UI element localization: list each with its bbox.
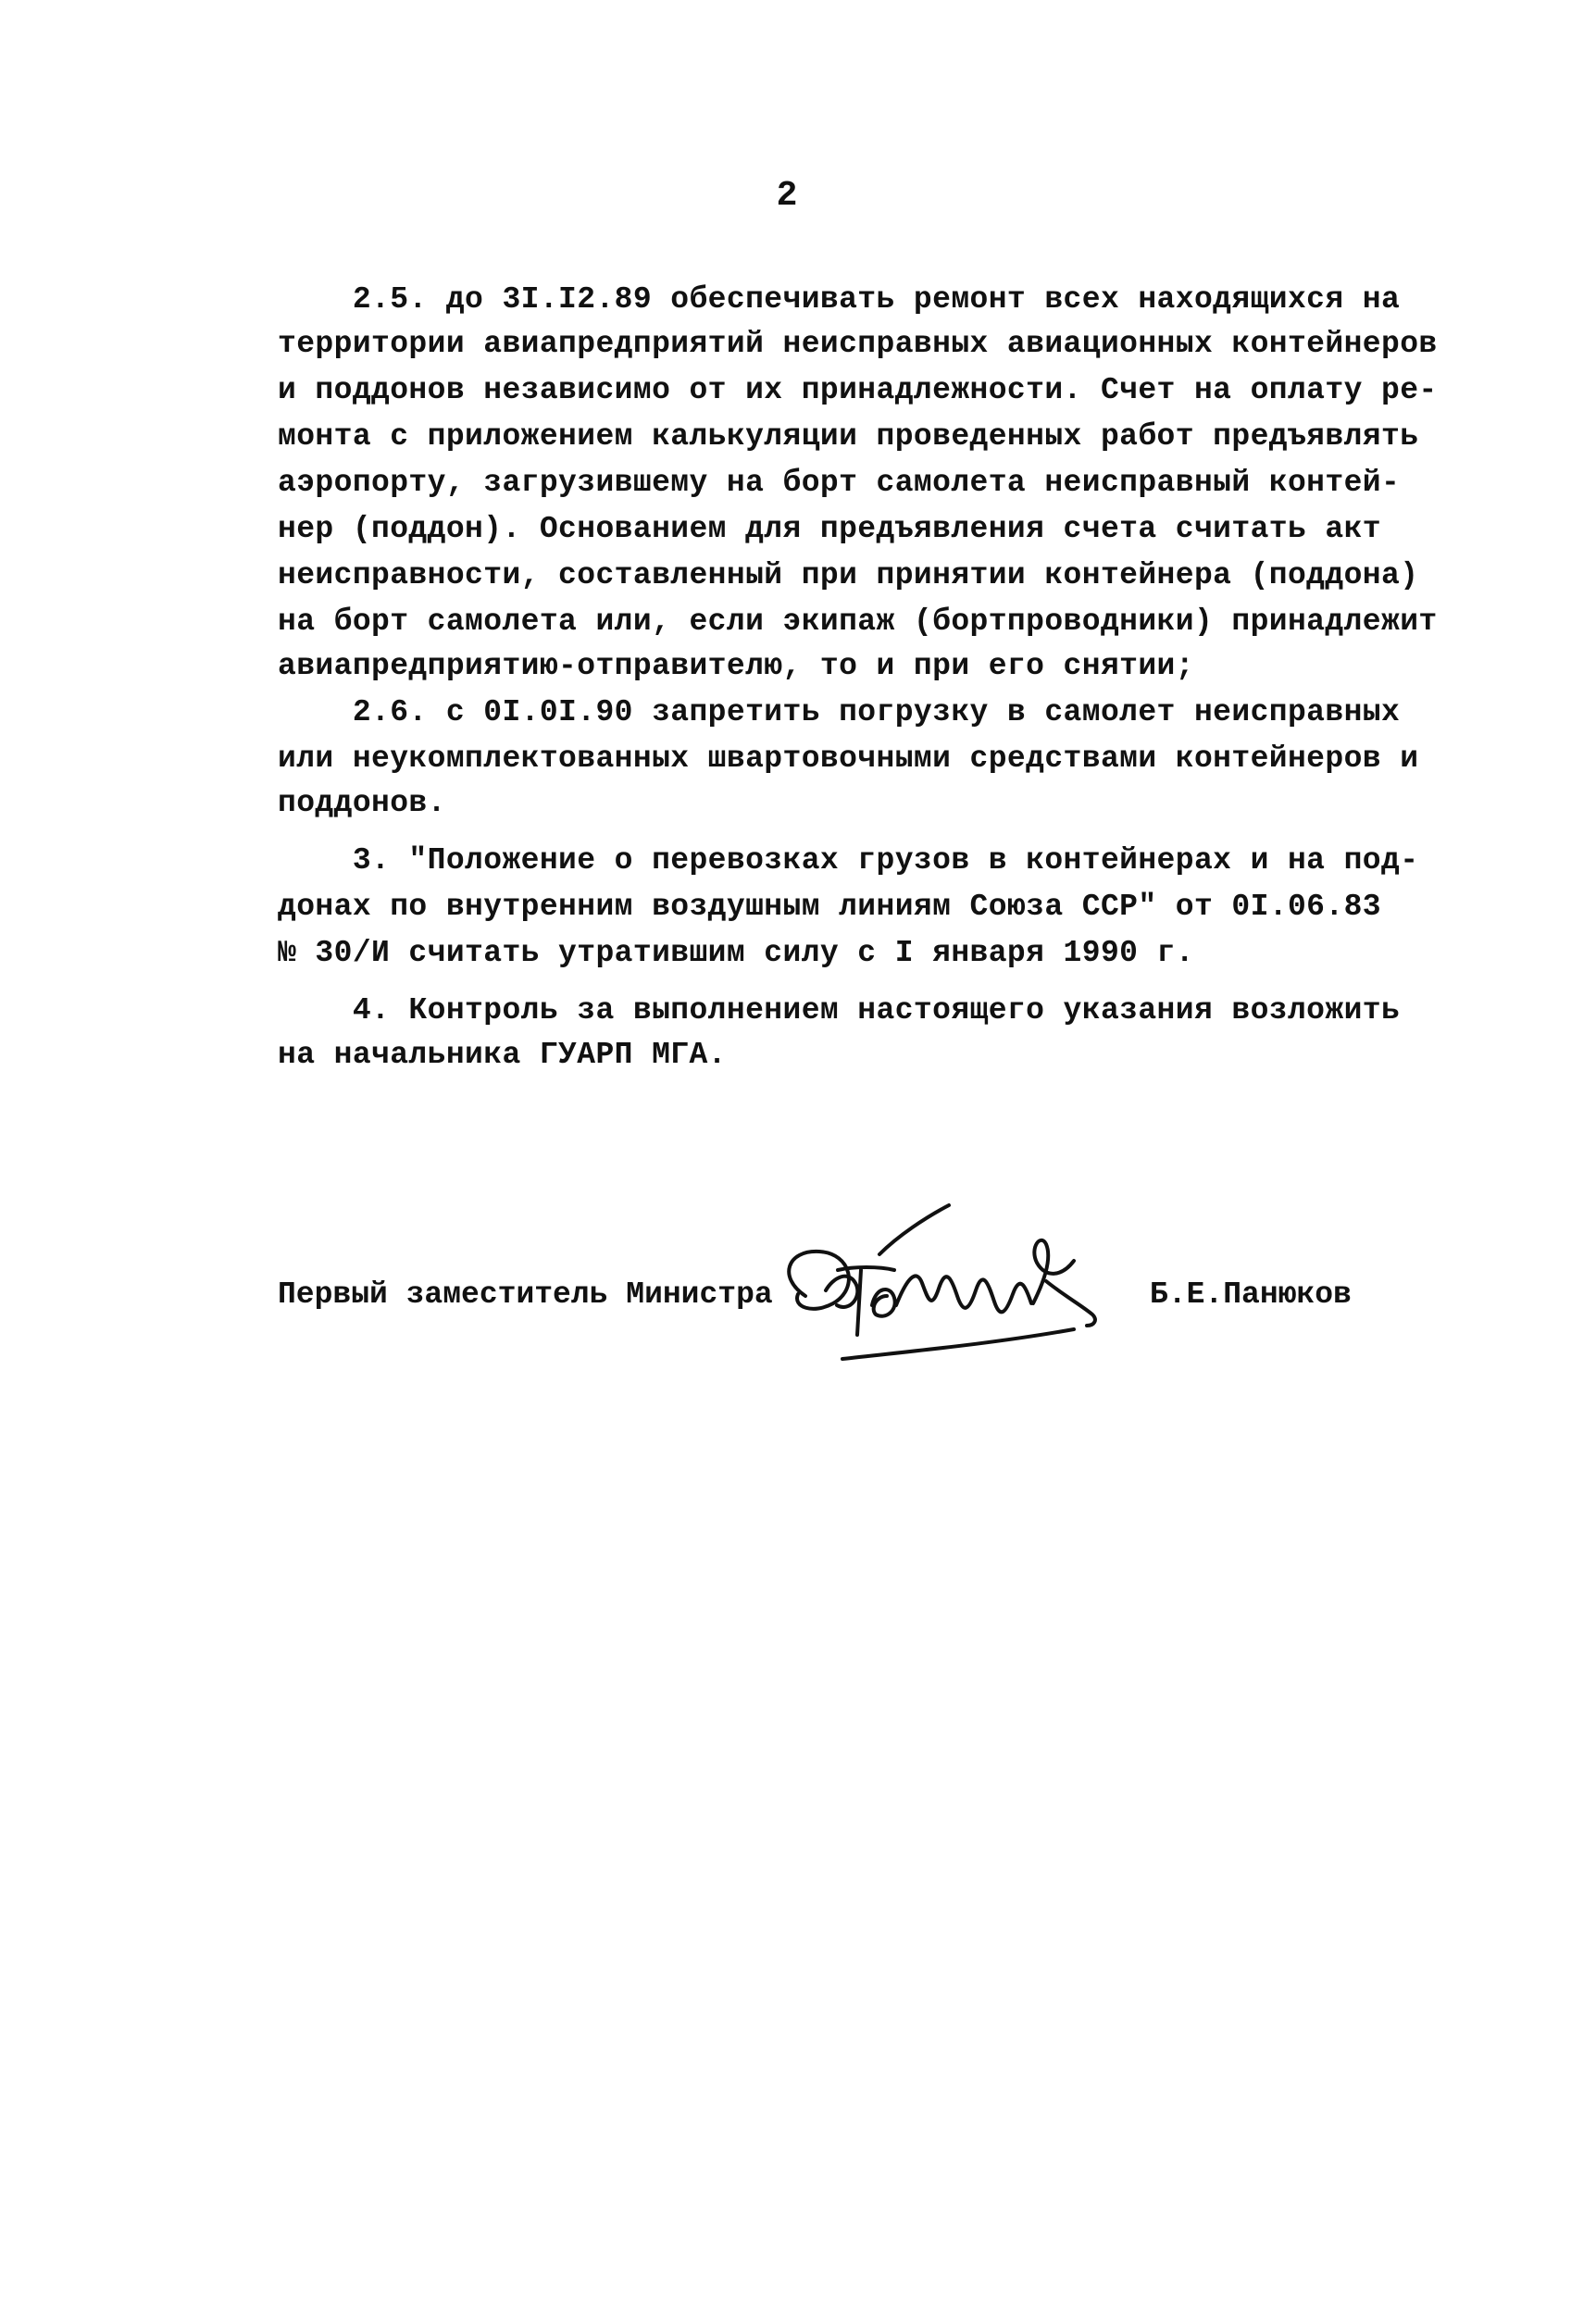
text-line: монта с приложением калькуляции проведенных работ предъявлять: [278, 419, 1419, 454]
page-number: 2: [776, 176, 798, 216]
text-line: 2.6. с 0I.0I.90 запретить погрузку в самолет неисправных: [278, 695, 1401, 729]
text-line: нер (поддон). Основанием для предъявления счета считать акт: [278, 512, 1381, 546]
text-line: авиапредприятию-отправителю, то и при его снятии;: [278, 649, 1194, 683]
signer-title: Первый заместитель Министра: [278, 1277, 773, 1312]
handwritten-signature: [768, 1166, 1157, 1379]
text-line: 4. Контроль за выполнением настоящего указания возложить: [278, 993, 1401, 1028]
text-line: 2.5. до 3I.I2.89 обеспечивать ремонт всех находящихся на: [278, 282, 1401, 317]
text-line: поддонов.: [278, 786, 446, 820]
text-line: аэропорту, загрузившему на борт самолета неисправный контей-: [278, 466, 1401, 500]
text-line: или неукомплектованных швартовочными средствами контейнеров и: [278, 741, 1419, 776]
text-line: неисправности, составленный при принятии контейнера (поддона): [278, 558, 1419, 592]
text-line: и поддонов независимо от их принадлежности. Счет на оплату ре-: [278, 373, 1438, 407]
text-line: № 30/И считать утратившим силу с I января 1990 г.: [278, 936, 1194, 970]
text-line: 3. "Положение о перевозках грузов в контейнерах и на под-: [278, 843, 1419, 878]
signer-name: Б.Е.Панюков: [1150, 1277, 1352, 1312]
text-line: на борт самолета или, если экипаж (бортпроводники) принадлежит: [278, 604, 1438, 639]
text-line: территории авиапредприятий неисправных авиационных контейнеров: [278, 327, 1438, 361]
text-line: донах по внутренним воздушным линиям Союза ССР" от 0I.06.83: [278, 890, 1381, 924]
signature-block: [278, 1259, 1389, 1389]
text-line: на начальника ГУАРП МГА.: [278, 1038, 727, 1072]
